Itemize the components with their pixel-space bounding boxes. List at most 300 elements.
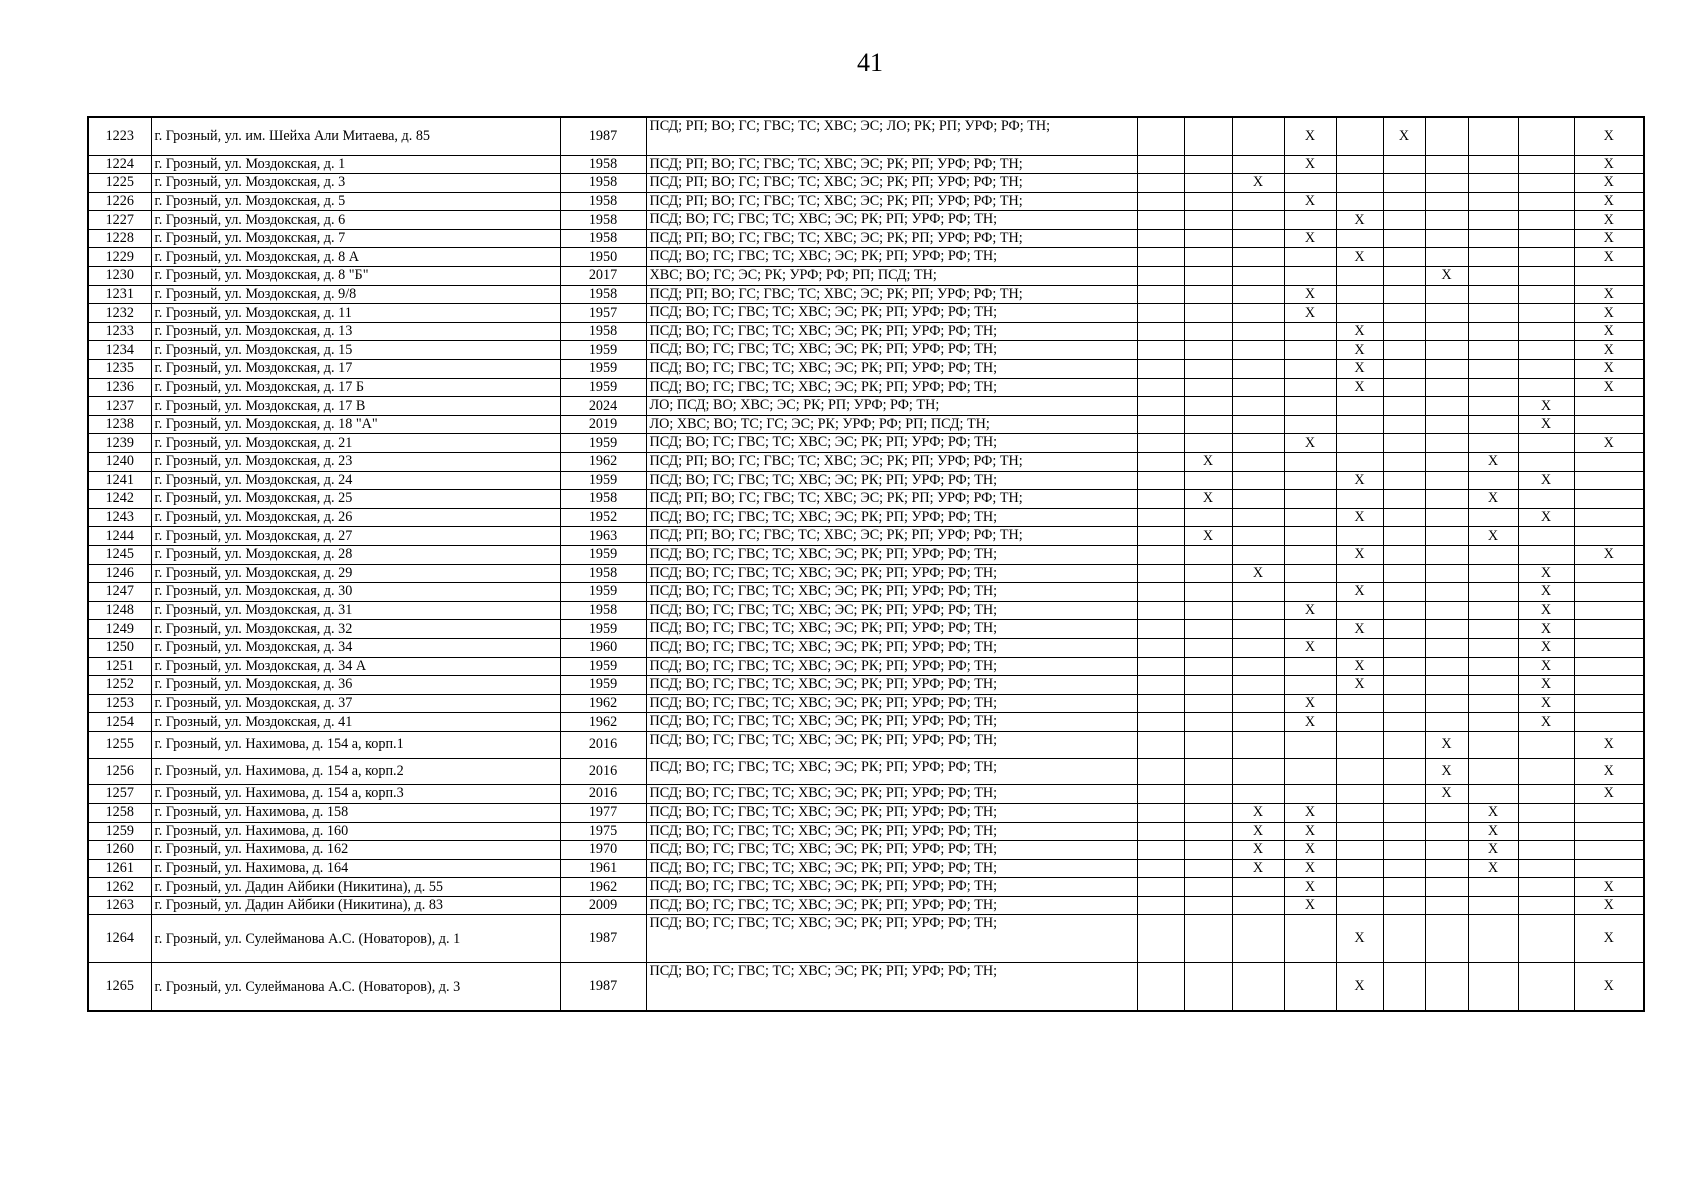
address-cell: г. Грозный, ул. Моздокская, д. 34 А — [151, 657, 560, 676]
mark-cell: X — [1336, 378, 1383, 397]
works-list-cell: ПСД; ВО; ГС; ГВС; ТС; ХВС; ЭС; РК; РП; УРФ; РФ; ТН; — [646, 859, 1137, 878]
year-cell: 1959 — [560, 471, 646, 490]
mark-cell — [1232, 508, 1284, 527]
mark-cell — [1336, 229, 1383, 248]
mark-cell — [1425, 397, 1468, 416]
row-number-cell: 1245 — [88, 545, 151, 564]
mark-cell — [1137, 878, 1184, 897]
mark-cell — [1574, 453, 1644, 472]
mark-cell — [1425, 915, 1468, 963]
mark-cell: X — [1468, 803, 1518, 822]
table-row — [88, 758, 1644, 784]
table-row — [88, 415, 1644, 434]
mark-cell — [1518, 192, 1574, 211]
mark-cell — [1137, 564, 1184, 583]
mark-cell — [1518, 434, 1574, 453]
mark-cell — [1425, 471, 1468, 490]
mark-cell — [1137, 620, 1184, 639]
mark-cell: X — [1468, 453, 1518, 472]
mark-cell — [1284, 490, 1336, 509]
row-number-cell: 1265 — [88, 963, 151, 1011]
row-number-cell: 1231 — [88, 285, 151, 304]
address-cell: г. Грозный, ул. Моздокская, д. 18 "А" — [151, 415, 560, 434]
year-cell: 1959 — [560, 583, 646, 602]
row-number-cell: 1227 — [88, 211, 151, 230]
mark-cell — [1137, 285, 1184, 304]
mark-cell — [1383, 822, 1425, 841]
address-cell: г. Грозный, ул. Моздокская, д. 15 — [151, 341, 560, 360]
mark-cell: X — [1574, 378, 1644, 397]
mark-cell — [1468, 564, 1518, 583]
mark-cell — [1383, 155, 1425, 174]
table-row — [88, 896, 1644, 915]
mark-cell — [1336, 285, 1383, 304]
mark-cell — [1336, 784, 1383, 803]
year-cell: 1952 — [560, 508, 646, 527]
mark-cell: X — [1518, 415, 1574, 434]
mark-cell — [1574, 859, 1644, 878]
mark-cell — [1284, 784, 1336, 803]
row-number-cell: 1239 — [88, 434, 151, 453]
works-list-cell: ПСД; ВО; ГС; ГВС; ТС; ХВС; ЭС; РК; РП; УРФ; РФ; ТН; — [646, 963, 1137, 1011]
table-row — [88, 211, 1644, 230]
works-list-cell: ПСД; ВО; ГС; ГВС; ТС; ХВС; ЭС; РК; РП; УРФ; РФ; ТН; — [646, 896, 1137, 915]
mark-cell — [1383, 322, 1425, 341]
mark-cell — [1518, 878, 1574, 897]
mark-cell — [1518, 803, 1574, 822]
mark-cell: X — [1425, 267, 1468, 286]
mark-cell — [1468, 657, 1518, 676]
mark-cell: X — [1468, 527, 1518, 546]
mark-cell: X — [1336, 341, 1383, 360]
year-cell: 1962 — [560, 878, 646, 897]
address-cell: г. Грозный, ул. Моздокская, д. 24 — [151, 471, 560, 490]
works-list-cell: ПСД; ВО; ГС; ГВС; ТС; ХВС; ЭС; РК; РП; УРФ; РФ; ТН; — [646, 694, 1137, 713]
mark-cell — [1574, 397, 1644, 416]
table-row — [88, 527, 1644, 546]
mark-cell — [1468, 638, 1518, 657]
row-number-cell: 1260 — [88, 841, 151, 860]
mark-cell — [1425, 676, 1468, 695]
mark-cell — [1137, 713, 1184, 732]
mark-cell — [1232, 713, 1284, 732]
works-list-cell: ПСД; ВО; ГС; ГВС; ТС; ХВС; ЭС; РК; РП; УРФ; РФ; ТН; — [646, 378, 1137, 397]
mark-cell — [1232, 434, 1284, 453]
mark-cell — [1232, 304, 1284, 323]
table-row — [88, 859, 1644, 878]
mark-cell — [1284, 211, 1336, 230]
mark-cell — [1468, 117, 1518, 155]
address-cell: г. Грозный, ул. Моздокская, д. 26 — [151, 508, 560, 527]
mark-cell — [1383, 638, 1425, 657]
address-cell: г. Грозный, ул. Моздокская, д. 6 — [151, 211, 560, 230]
year-cell: 1957 — [560, 304, 646, 323]
mark-cell — [1383, 527, 1425, 546]
mark-cell — [1232, 896, 1284, 915]
mark-cell: X — [1232, 841, 1284, 860]
mark-cell — [1137, 211, 1184, 230]
mark-cell — [1574, 803, 1644, 822]
mark-cell — [1468, 601, 1518, 620]
mark-cell — [1468, 713, 1518, 732]
address-cell: г. Грозный, ул. Моздокская, д. 1 — [151, 155, 560, 174]
mark-cell — [1284, 378, 1336, 397]
mark-cell — [1232, 341, 1284, 360]
row-number-cell: 1223 — [88, 117, 151, 155]
mark-cell — [1284, 731, 1336, 758]
mark-cell — [1184, 803, 1232, 822]
mark-cell: X — [1336, 248, 1383, 267]
works-list-cell: ПСД; ВО; ГС; ГВС; ТС; ХВС; ЭС; РК; РП; УРФ; РФ; ТН; — [646, 822, 1137, 841]
works-list-cell: ПСД; ВО; ГС; ГВС; ТС; ХВС; ЭС; РК; РП; УРФ; РФ; ТН; — [646, 322, 1137, 341]
address-cell: г. Грозный, ул. Моздокская, д. 21 — [151, 434, 560, 453]
works-list-cell: ПСД; ВО; ГС; ГВС; ТС; ХВС; ЭС; РК; РП; УРФ; РФ; ТН; — [646, 731, 1137, 758]
row-number-cell: 1251 — [88, 657, 151, 676]
year-cell: 1950 — [560, 248, 646, 267]
year-cell: 1959 — [560, 657, 646, 676]
works-list-cell: ПСД; ВО; ГС; ГВС; ТС; ХВС; ЭС; РК; РП; УРФ; РФ; ТН; — [646, 803, 1137, 822]
mark-cell: X — [1518, 657, 1574, 676]
mark-cell — [1184, 267, 1232, 286]
mark-cell — [1184, 360, 1232, 379]
year-cell: 1958 — [560, 229, 646, 248]
mark-cell: X — [1574, 322, 1644, 341]
mark-cell — [1425, 657, 1468, 676]
year-cell: 2016 — [560, 784, 646, 803]
mark-cell — [1574, 471, 1644, 490]
mark-cell — [1425, 545, 1468, 564]
mark-cell: X — [1518, 471, 1574, 490]
mark-cell — [1518, 731, 1574, 758]
mark-cell — [1425, 304, 1468, 323]
mark-cell — [1184, 694, 1232, 713]
mark-cell — [1468, 415, 1518, 434]
mark-cell — [1137, 304, 1184, 323]
mark-cell: X — [1574, 963, 1644, 1011]
mark-cell — [1232, 731, 1284, 758]
mark-cell — [1425, 822, 1468, 841]
mark-cell: X — [1232, 564, 1284, 583]
address-cell: г. Грозный, ул. Моздокская, д. 17 В — [151, 397, 560, 416]
table-row — [88, 601, 1644, 620]
row-number-cell: 1235 — [88, 360, 151, 379]
mark-cell — [1574, 490, 1644, 509]
address-cell: г. Грозный, ул. Нахимова, д. 158 — [151, 803, 560, 822]
mark-cell — [1425, 694, 1468, 713]
address-cell: г. Грозный, ул. Моздокская, д. 17 — [151, 360, 560, 379]
mark-cell — [1184, 564, 1232, 583]
works-list-cell: ПСД; ВО; ГС; ГВС; ТС; ХВС; ЭС; РК; РП; УРФ; РФ; ТН; — [646, 545, 1137, 564]
mark-cell — [1184, 508, 1232, 527]
mark-cell — [1336, 638, 1383, 657]
mark-cell: X — [1468, 841, 1518, 860]
mark-cell — [1284, 620, 1336, 639]
mark-cell — [1137, 490, 1184, 509]
mark-cell — [1232, 527, 1284, 546]
table-row — [88, 915, 1644, 963]
mark-cell — [1232, 601, 1284, 620]
mark-cell — [1284, 915, 1336, 963]
address-cell: г. Грозный, ул. Моздокская, д. 31 — [151, 601, 560, 620]
mark-cell — [1232, 117, 1284, 155]
works-list-cell: ПСД; ВО; ГС; ГВС; ТС; ХВС; ЭС; РК; РП; УРФ; РФ; ТН; — [646, 341, 1137, 360]
mark-cell — [1184, 896, 1232, 915]
mark-cell — [1284, 583, 1336, 602]
mark-cell — [1336, 803, 1383, 822]
table-row — [88, 657, 1644, 676]
mark-cell — [1284, 471, 1336, 490]
works-list-cell: ПСД; РП; ВО; ГС; ГВС; ТС; ХВС; ЭС; РК; РП; УРФ; РФ; ТН; — [646, 490, 1137, 509]
address-cell: г. Грозный, ул. Моздокская, д. 36 — [151, 676, 560, 695]
mark-cell — [1468, 322, 1518, 341]
year-cell: 2024 — [560, 397, 646, 416]
mark-cell — [1425, 174, 1468, 193]
mark-cell — [1232, 620, 1284, 639]
mark-cell — [1137, 453, 1184, 472]
table-row — [88, 490, 1644, 509]
mark-cell — [1574, 657, 1644, 676]
housing-registry-table — [87, 116, 1645, 1012]
mark-cell — [1336, 434, 1383, 453]
mark-cell — [1383, 434, 1425, 453]
mark-cell: X — [1336, 508, 1383, 527]
mark-cell — [1468, 915, 1518, 963]
mark-cell: X — [1336, 963, 1383, 1011]
mark-cell: X — [1284, 878, 1336, 897]
mark-cell — [1383, 963, 1425, 1011]
address-cell: г. Грозный, ул. Моздокская, д. 23 — [151, 453, 560, 472]
mark-cell: X — [1336, 545, 1383, 564]
mark-cell: X — [1232, 859, 1284, 878]
mark-cell — [1518, 784, 1574, 803]
works-list-cell: ПСД; ВО; ГС; ГВС; ТС; ХВС; ЭС; РК; РП; УРФ; РФ; ТН; — [646, 601, 1137, 620]
mark-cell — [1425, 713, 1468, 732]
works-list-cell: ПСД; РП; ВО; ГС; ГВС; ТС; ХВС; ЭС; РК; РП; УРФ; РФ; ТН; — [646, 527, 1137, 546]
mark-cell — [1425, 155, 1468, 174]
mark-cell — [1425, 415, 1468, 434]
mark-cell — [1137, 341, 1184, 360]
works-list-cell: ПСД; ВО; ГС; ГВС; ТС; ХВС; ЭС; РК; РП; УРФ; РФ; ТН; — [646, 583, 1137, 602]
mark-cell — [1383, 304, 1425, 323]
mark-cell — [1232, 878, 1284, 897]
year-cell: 1958 — [560, 192, 646, 211]
mark-cell — [1468, 267, 1518, 286]
table-row — [88, 471, 1644, 490]
table-row — [88, 267, 1644, 286]
mark-cell: X — [1574, 784, 1644, 803]
mark-cell — [1518, 322, 1574, 341]
mark-cell — [1468, 963, 1518, 1011]
row-number-cell: 1226 — [88, 192, 151, 211]
mark-cell — [1383, 620, 1425, 639]
year-cell: 2016 — [560, 731, 646, 758]
mark-cell — [1383, 859, 1425, 878]
mark-cell — [1232, 638, 1284, 657]
row-number-cell: 1254 — [88, 713, 151, 732]
mark-cell — [1184, 676, 1232, 695]
mark-cell: X — [1574, 229, 1644, 248]
mark-cell — [1425, 378, 1468, 397]
mark-cell — [1336, 174, 1383, 193]
address-cell: г. Грозный, ул. Моздокская, д. 8 "Б" — [151, 267, 560, 286]
mark-cell: X — [1284, 601, 1336, 620]
year-cell: 1958 — [560, 322, 646, 341]
mark-cell — [1184, 620, 1232, 639]
mark-cell — [1383, 878, 1425, 897]
mark-cell — [1425, 360, 1468, 379]
row-number-cell: 1264 — [88, 915, 151, 963]
mark-cell — [1137, 638, 1184, 657]
mark-cell — [1137, 360, 1184, 379]
mark-cell — [1184, 731, 1232, 758]
mark-cell — [1232, 229, 1284, 248]
table-row — [88, 229, 1644, 248]
mark-cell — [1425, 192, 1468, 211]
mark-cell — [1518, 822, 1574, 841]
year-cell: 1958 — [560, 601, 646, 620]
row-number-cell: 1261 — [88, 859, 151, 878]
mark-cell — [1574, 527, 1644, 546]
table-row — [88, 803, 1644, 822]
mark-cell — [1383, 713, 1425, 732]
mark-cell — [1284, 453, 1336, 472]
mark-cell — [1468, 285, 1518, 304]
mark-cell: X — [1518, 564, 1574, 583]
table-row — [88, 360, 1644, 379]
year-cell: 1987 — [560, 117, 646, 155]
mark-cell: X — [1336, 322, 1383, 341]
year-cell: 1959 — [560, 360, 646, 379]
mark-cell — [1518, 211, 1574, 230]
mark-cell — [1184, 841, 1232, 860]
mark-cell — [1336, 896, 1383, 915]
year-cell: 1958 — [560, 564, 646, 583]
mark-cell: X — [1232, 174, 1284, 193]
mark-cell — [1468, 896, 1518, 915]
year-cell: 1970 — [560, 841, 646, 860]
mark-cell — [1518, 758, 1574, 784]
table-row — [88, 713, 1644, 732]
mark-cell — [1184, 192, 1232, 211]
mark-cell: X — [1336, 471, 1383, 490]
mark-cell — [1383, 545, 1425, 564]
mark-cell — [1137, 174, 1184, 193]
mark-cell — [1284, 963, 1336, 1011]
mark-cell — [1284, 397, 1336, 416]
mark-cell — [1425, 453, 1468, 472]
mark-cell: X — [1518, 676, 1574, 695]
table-row — [88, 192, 1644, 211]
year-cell: 1977 — [560, 803, 646, 822]
year-cell: 1963 — [560, 527, 646, 546]
mark-cell: X — [1425, 784, 1468, 803]
mark-cell: X — [1284, 229, 1336, 248]
year-cell: 2017 — [560, 267, 646, 286]
mark-cell — [1468, 784, 1518, 803]
mark-cell: X — [1232, 803, 1284, 822]
mark-cell — [1468, 229, 1518, 248]
mark-cell — [1184, 713, 1232, 732]
year-cell: 2019 — [560, 415, 646, 434]
works-list-cell: ПСД; РП; ВО; ГС; ГВС; ТС; ХВС; ЭС; ЛО; РК; РП; УРФ; РФ; ТН; — [646, 117, 1137, 155]
address-cell: г. Грозный, ул. Нахимова, д. 160 — [151, 822, 560, 841]
mark-cell — [1336, 731, 1383, 758]
row-number-cell: 1263 — [88, 896, 151, 915]
year-cell: 1962 — [560, 713, 646, 732]
works-list-cell: ПСД; ВО; ГС; ГВС; ТС; ХВС; ЭС; РК; РП; УРФ; РФ; ТН; — [646, 620, 1137, 639]
works-list-cell: ПСД; ВО; ГС; ГВС; ТС; ХВС; ЭС; РК; РП; УРФ; РФ; ТН; — [646, 676, 1137, 695]
mark-cell: X — [1518, 601, 1574, 620]
mark-cell — [1468, 174, 1518, 193]
mark-cell — [1383, 896, 1425, 915]
mark-cell — [1232, 545, 1284, 564]
row-number-cell: 1229 — [88, 248, 151, 267]
address-cell: г. Грозный, ул. Моздокская, д. 13 — [151, 322, 560, 341]
mark-cell — [1425, 963, 1468, 1011]
mark-cell — [1232, 963, 1284, 1011]
mark-cell: X — [1336, 360, 1383, 379]
mark-cell: X — [1284, 896, 1336, 915]
table-row — [88, 731, 1644, 758]
mark-cell — [1383, 657, 1425, 676]
mark-cell — [1336, 841, 1383, 860]
mark-cell — [1137, 322, 1184, 341]
mark-cell — [1232, 285, 1284, 304]
mark-cell — [1383, 731, 1425, 758]
address-cell: г. Грозный, ул. им. Шейха Али Митаева, д. 85 — [151, 117, 560, 155]
mark-cell — [1518, 248, 1574, 267]
works-list-cell: ЛО; ХВС; ВО; ТС; ГС; ЭС; РК; УРФ; РФ; РП; ПСД; ТН; — [646, 415, 1137, 434]
table-row — [88, 694, 1644, 713]
mark-cell — [1574, 694, 1644, 713]
mark-cell: X — [1425, 758, 1468, 784]
mark-cell: X — [1518, 508, 1574, 527]
mark-cell — [1518, 963, 1574, 1011]
mark-cell — [1336, 117, 1383, 155]
table-row — [88, 341, 1644, 360]
address-cell: г. Грозный, ул. Моздокская, д. 41 — [151, 713, 560, 732]
row-number-cell: 1228 — [88, 229, 151, 248]
row-number-cell: 1249 — [88, 620, 151, 639]
address-cell: г. Грозный, ул. Сулейманова А.С. (Новаторов), д. 1 — [151, 915, 560, 963]
row-number-cell: 1236 — [88, 378, 151, 397]
mark-cell — [1383, 415, 1425, 434]
address-cell: г. Грозный, ул. Моздокская, д. 9/8 — [151, 285, 560, 304]
mark-cell — [1184, 378, 1232, 397]
mark-cell — [1518, 859, 1574, 878]
works-list-cell: ПСД; РП; ВО; ГС; ГВС; ТС; ХВС; ЭС; РК; РП; УРФ; РФ; ТН; — [646, 229, 1137, 248]
mark-cell: X — [1574, 248, 1644, 267]
mark-cell — [1336, 453, 1383, 472]
row-number-cell: 1225 — [88, 174, 151, 193]
address-cell: г. Грозный, ул. Моздокская, д. 34 — [151, 638, 560, 657]
mark-cell — [1184, 415, 1232, 434]
table-row — [88, 117, 1644, 155]
address-cell: г. Грозный, ул. Моздокская, д. 25 — [151, 490, 560, 509]
mark-cell — [1336, 713, 1383, 732]
mark-cell — [1232, 378, 1284, 397]
mark-cell — [1383, 471, 1425, 490]
mark-cell — [1468, 304, 1518, 323]
mark-cell — [1425, 601, 1468, 620]
mark-cell — [1383, 211, 1425, 230]
mark-cell — [1574, 620, 1644, 639]
mark-cell — [1232, 784, 1284, 803]
year-cell: 1958 — [560, 174, 646, 193]
mark-cell — [1137, 896, 1184, 915]
mark-cell — [1184, 545, 1232, 564]
mark-cell — [1232, 397, 1284, 416]
